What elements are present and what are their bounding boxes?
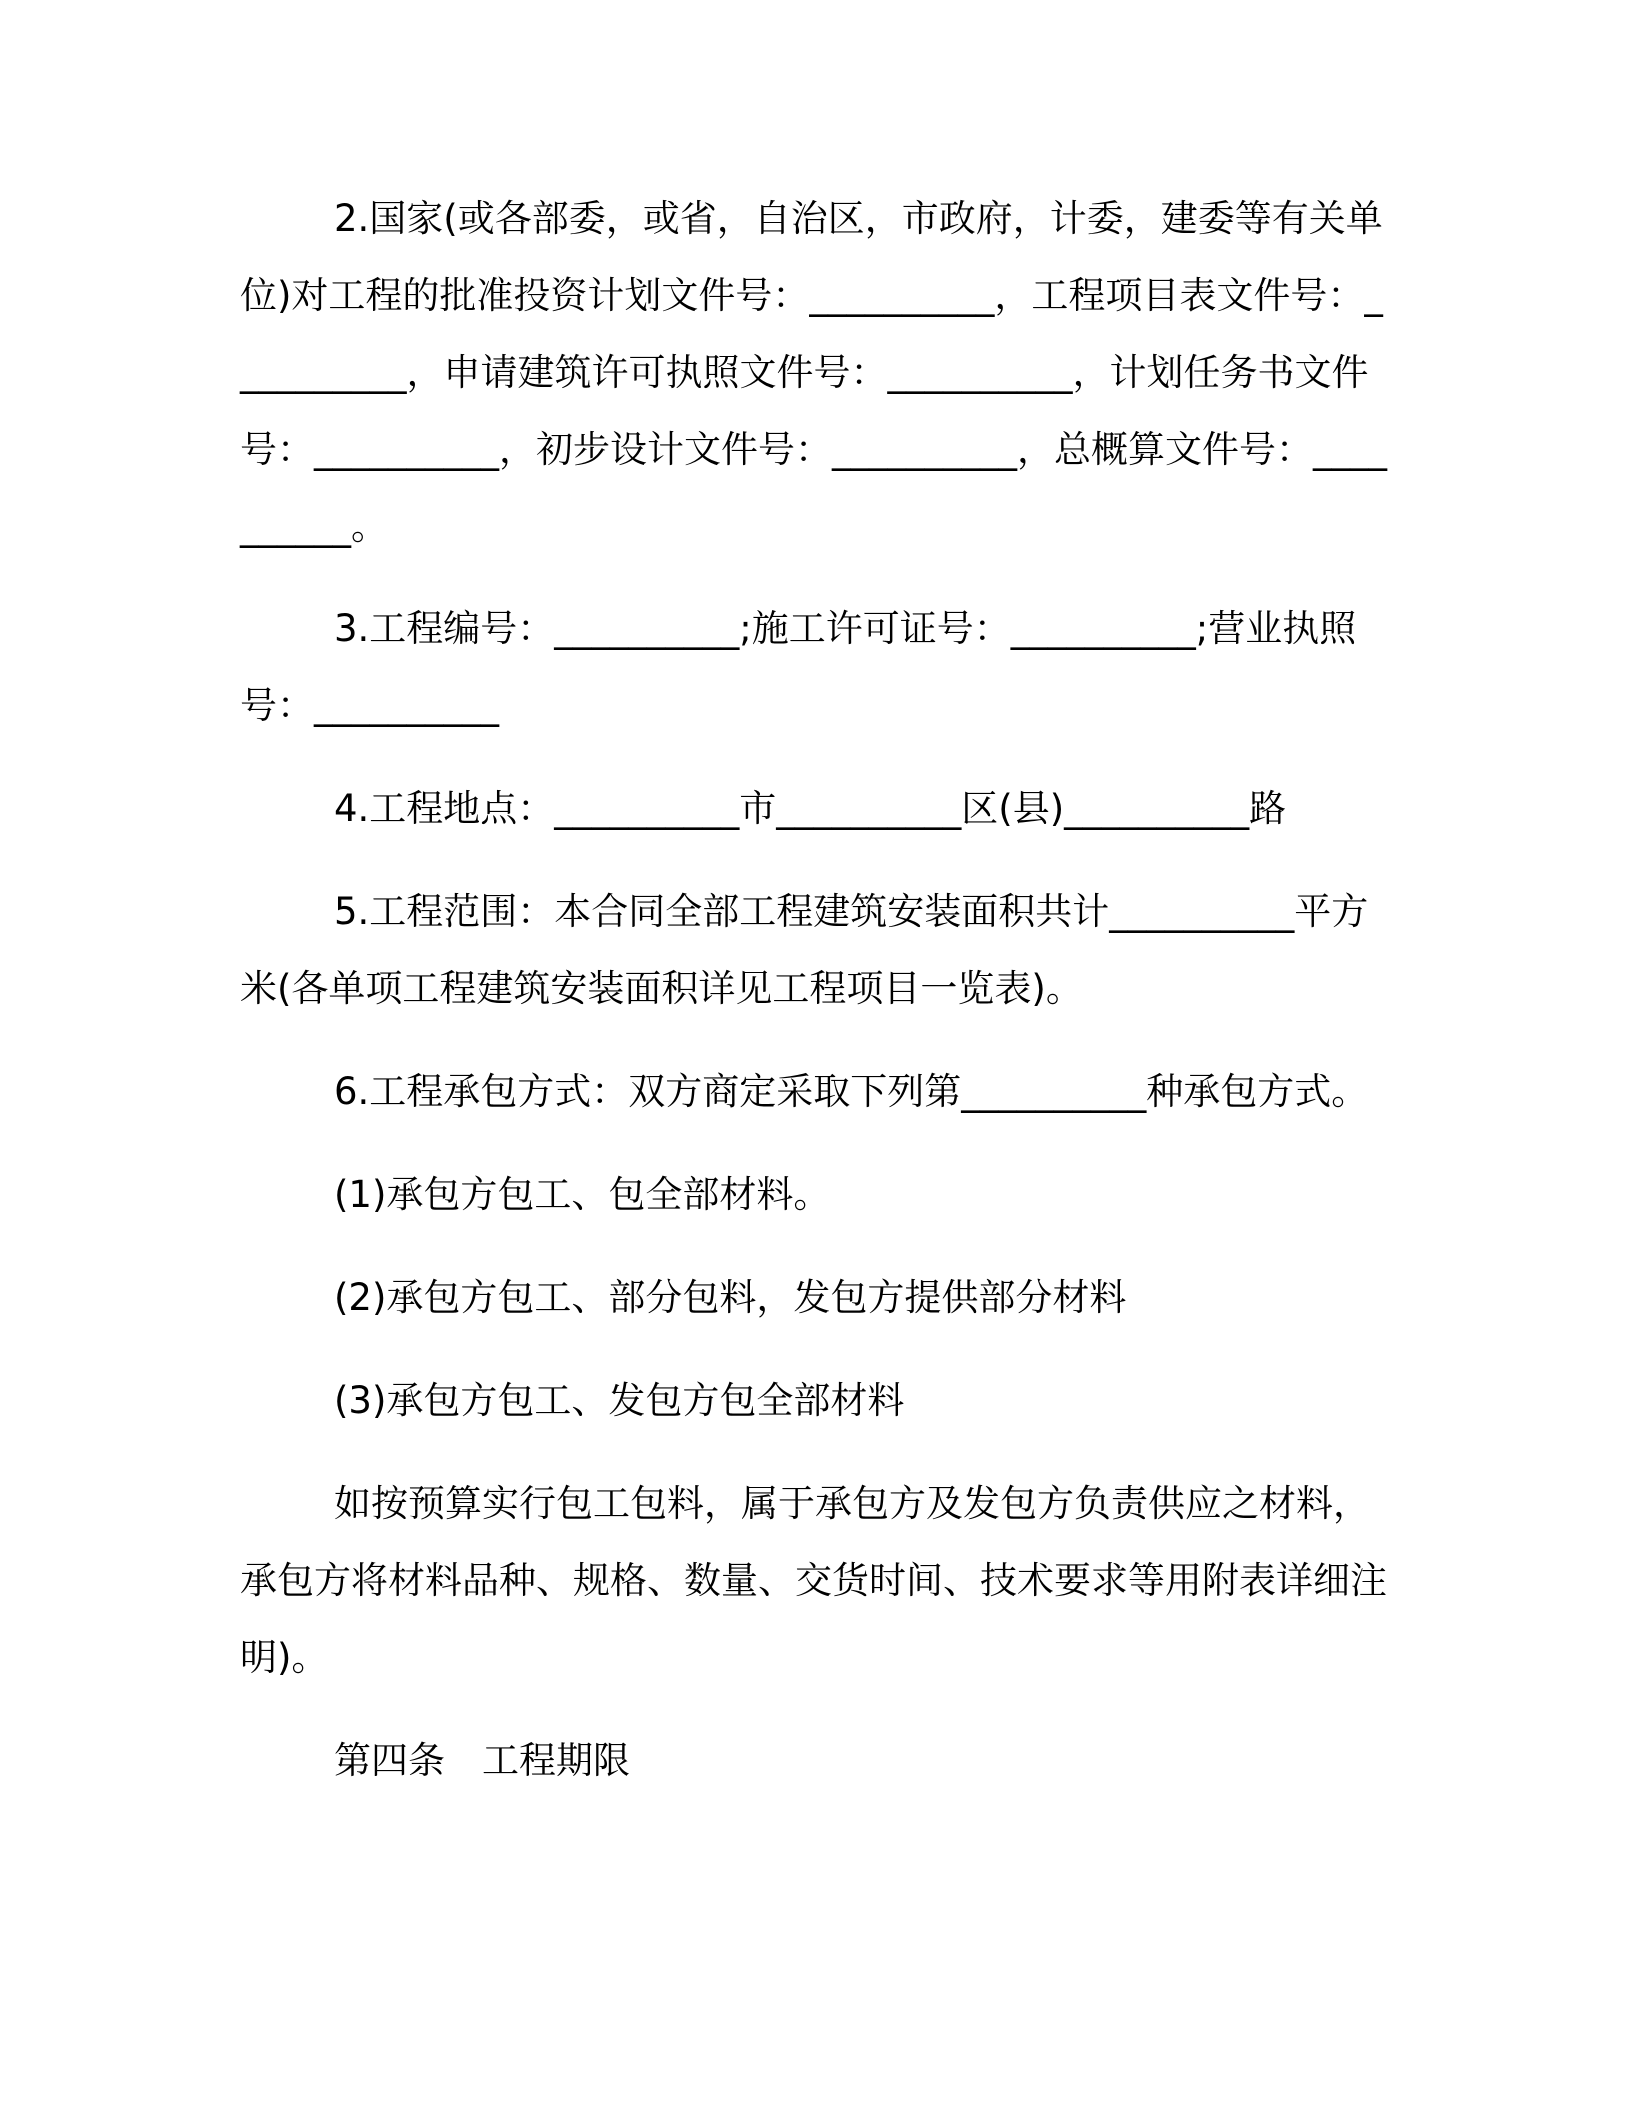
paragraph-option-1: (1)承包方包工、包全部材料。 [334, 1173, 831, 1216]
paragraph-project-scope: 5.工程范围：本合同全部工程建筑安装面积共计__________平方米(各单项工程建筑安装面积详见工程项目一览表)。 [240, 890, 1369, 1010]
paragraph-project-number: 3.工程编号：__________;施工许可证号：__________;营业执照号：__________ [240, 607, 1357, 727]
paragraph-option-3: (3)承包方包工、发包方包全部材料 [334, 1379, 905, 1422]
paragraph-approval-documents: 2.国家(或各部委，或省，自治区，市政府，计委，建委等有关单位)对工程的批准投资计划文件号：__________，工程项目表文件号：__________，申请建筑许可执照文件号：__________，计划任务书文件号：__________，初步设计文件号：__________，总概算文件号：__________。 [240, 197, 1387, 548]
paragraph-project-location: 4.工程地点：__________市__________区(县)__________路 [334, 787, 1287, 830]
paragraph-material-note: 如按预算实行包工包料，属于承包方及发包方负责供应之材料，承包方将材料品种、规格、数量、交货时间、技术要求等用附表详细注明)。 [240, 1482, 1387, 1679]
paragraph-contract-method: 6.工程承包方式：双方商定采取下列第__________种承包方式。 [334, 1070, 1369, 1113]
paragraph-option-2: (2)承包方包工、部分包料，发包方提供部分材料 [334, 1276, 1127, 1319]
section-heading-article-4: 第四条 工程期限 [334, 1739, 630, 1782]
